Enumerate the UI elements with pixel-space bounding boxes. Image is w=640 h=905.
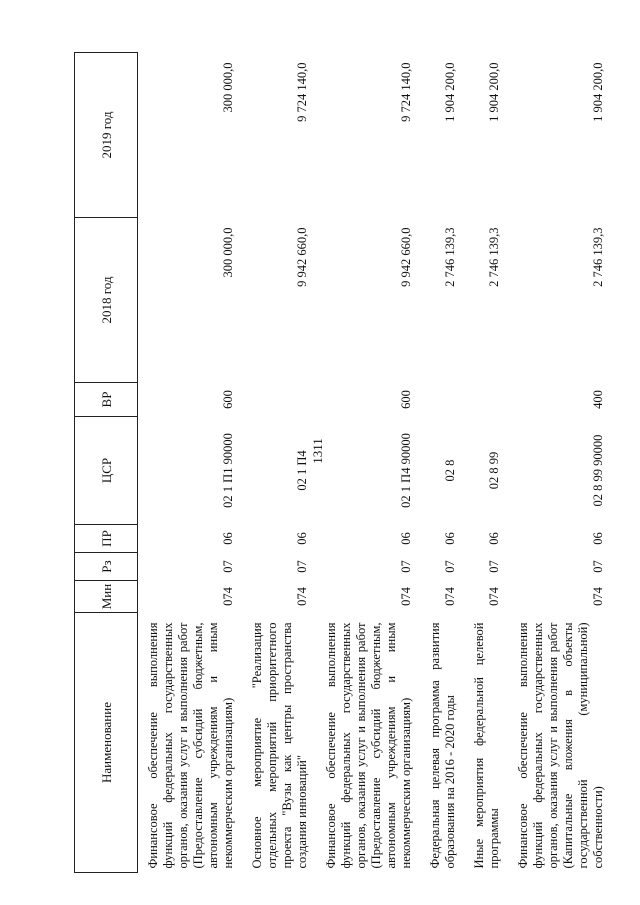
table-header-row [75, 53, 138, 873]
row-vr: 600 [399, 390, 413, 409]
row-2018: 2 746 139,3 [591, 227, 605, 287]
row-rz: 07 [591, 560, 605, 573]
row-2018: 9 942 660,0 [399, 227, 413, 287]
row-name: Иные мероприятия федеральной целевой программы [472, 622, 501, 869]
header-min: Мин [75, 581, 138, 613]
row-name: Основное мероприятие "Реализация отдельных мероприятий приоритетного проекта "Вузы как центры пространства создания инноваций" [250, 622, 309, 869]
table-row [508, 53, 612, 873]
row-2018: 9 942 660,0 [295, 227, 309, 287]
row-vr [420, 383, 464, 417]
header-name: Наименование [75, 613, 138, 873]
row-vr [464, 383, 508, 417]
header-csr: ЦСР [75, 417, 138, 525]
row-2019: 300 000,0 [221, 62, 235, 113]
table-row [420, 53, 464, 873]
row-csr: 02 1 П4 [295, 450, 309, 491]
row-name: Финансовое обеспечение выполнения функций федеральных государственных органов, оказания услуг и выполнения работ (Предоставление субсидий бюджетным, автономным учреждениям и иным некоммерческим организациям) [324, 622, 413, 869]
row-min: 074 [399, 587, 413, 606]
row-min: 074 [221, 587, 235, 606]
table-row [138, 53, 243, 873]
row-min: 074 [591, 587, 605, 606]
page-number: 1311 [310, 438, 325, 464]
row-rz: 07 [443, 560, 457, 573]
row-csr: 02 1 П1 90000 [221, 433, 235, 508]
row-name: Федеральная целевая программа развития образования на 2016 - 2020 годы [428, 622, 457, 869]
row-pr: 06 [399, 532, 413, 545]
row-2018: 2 746 139,3 [487, 227, 501, 287]
row-2019: 9 724 140,0 [295, 62, 309, 122]
row-rz: 07 [295, 560, 309, 573]
row-csr: 02 1 П4 90000 [399, 433, 413, 508]
row-pr: 06 [443, 532, 457, 545]
row-rz: 07 [221, 560, 235, 573]
budget-sheet [74, 53, 604, 873]
header-rz: Рз [75, 553, 138, 581]
row-2019: 9 724 140,0 [399, 62, 413, 122]
row-pr: 06 [295, 532, 309, 545]
header-vr: ВР [75, 383, 138, 417]
table-row [464, 53, 508, 873]
row-2018: 2 746 139,3 [443, 227, 457, 287]
row-csr: 02 8 [443, 459, 457, 482]
row-csr: 02 8 99 90000 [591, 434, 605, 507]
budget-table [74, 52, 612, 873]
row-2019: 1 904 200,0 [443, 62, 457, 122]
row-vr: 400 [591, 390, 605, 409]
row-min: 074 [443, 587, 457, 606]
row-min: 074 [487, 587, 501, 606]
row-vr: 600 [221, 390, 235, 409]
header-2018: 2018 год [75, 218, 138, 383]
row-pr: 06 [487, 532, 501, 545]
row-name: Финансовое обеспечение выполнения функций федеральных государственных органов, оказания услуг и выполнения работ (Предоставление субсидий бюджетным, автономным учреждениям и иным некоммерческим организациям) [146, 622, 235, 869]
row-rz: 07 [487, 560, 501, 573]
row-name: Финансовое обеспечение выполнения функций федеральных государственных органов, оказания услуг и выполнения работ (Капитальные вложения в объекты государственной (муниципальной) собственности) [516, 622, 605, 869]
row-vr [242, 383, 316, 417]
row-min: 074 [295, 587, 309, 606]
row-csr: 02 8 99 [487, 451, 501, 490]
table-row [242, 53, 316, 873]
row-pr: 06 [591, 532, 605, 545]
row-2018: 300 000,0 [221, 227, 235, 278]
row-pr: 06 [221, 532, 235, 545]
header-pr: ПР [75, 525, 138, 553]
row-2019: 1 904 200,0 [591, 62, 605, 122]
header-2019: 2019 год [75, 53, 138, 218]
table-row [316, 53, 420, 873]
row-rz: 07 [399, 560, 413, 573]
row-2019: 1 904 200,0 [487, 62, 501, 122]
